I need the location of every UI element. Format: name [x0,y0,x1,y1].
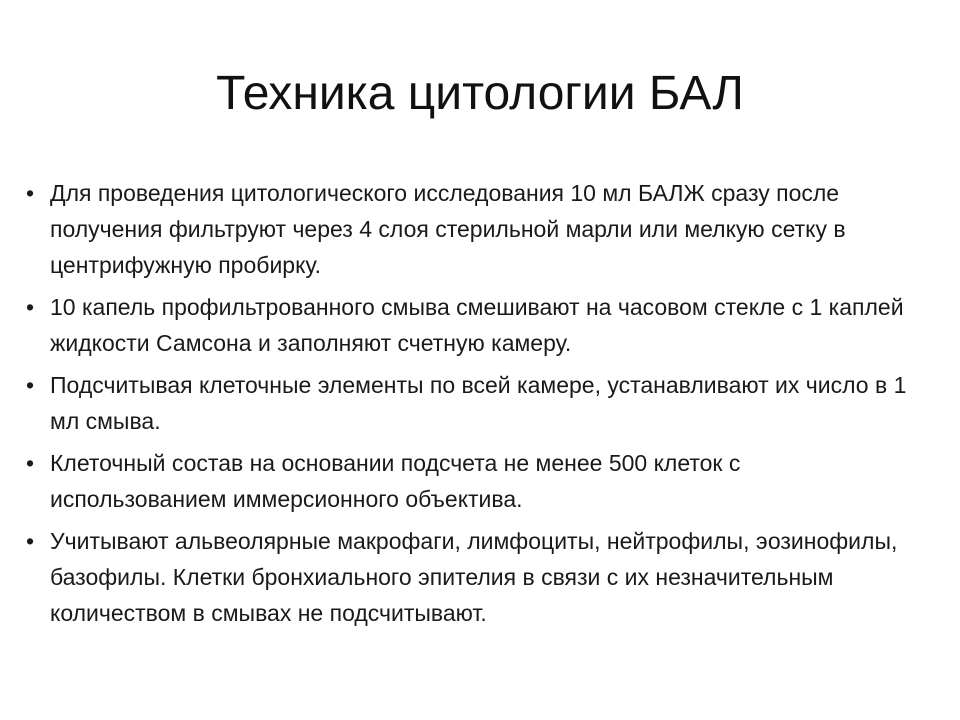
bullet-text: Клеточный состав на основании подсчета не менее 500 клеток с использованием иммерсионного объектива. [50,450,741,512]
bullet-text: Учитывают альвеолярные макрофаги, лимфоциты, нейтрофилы, эозинофилы, базофилы. Клетки бронхиального эпителия в связи с их незначительным количеством в смывах не подсчитывают. [50,528,898,626]
bullet-text: 10 капель профильтрованного смыва смешивают на часовом стекле с 1 каплей жидкости Самсона и заполняют счетную камеру. [50,294,904,356]
slide-title: Техника цитологии БАЛ [216,67,744,120]
bullet-item [20,445,920,517]
bullet-dot-icon: • [26,528,35,554]
bullet-dot-icon: • [26,294,35,320]
bullet-item [20,367,920,439]
bullet-list [20,175,920,637]
bullet-dot-icon: • [26,372,35,398]
bullet-item [20,289,920,361]
bullet-item [20,523,920,631]
bullet-item [20,175,920,283]
bullet-dot-icon: • [26,180,35,206]
bullet-dot-icon: • [26,450,35,476]
bullet-text: Для проведения цитологического исследования 10 мл БАЛЖ сразу после получения фильтруют через 4 слоя стерильной марли или мелкую сетку в центрифужную пробирку. [50,180,846,278]
bullet-text: Подсчитывая клеточные элементы по всей камере, устанавливают их число в 1 мл смыва. [50,372,907,434]
